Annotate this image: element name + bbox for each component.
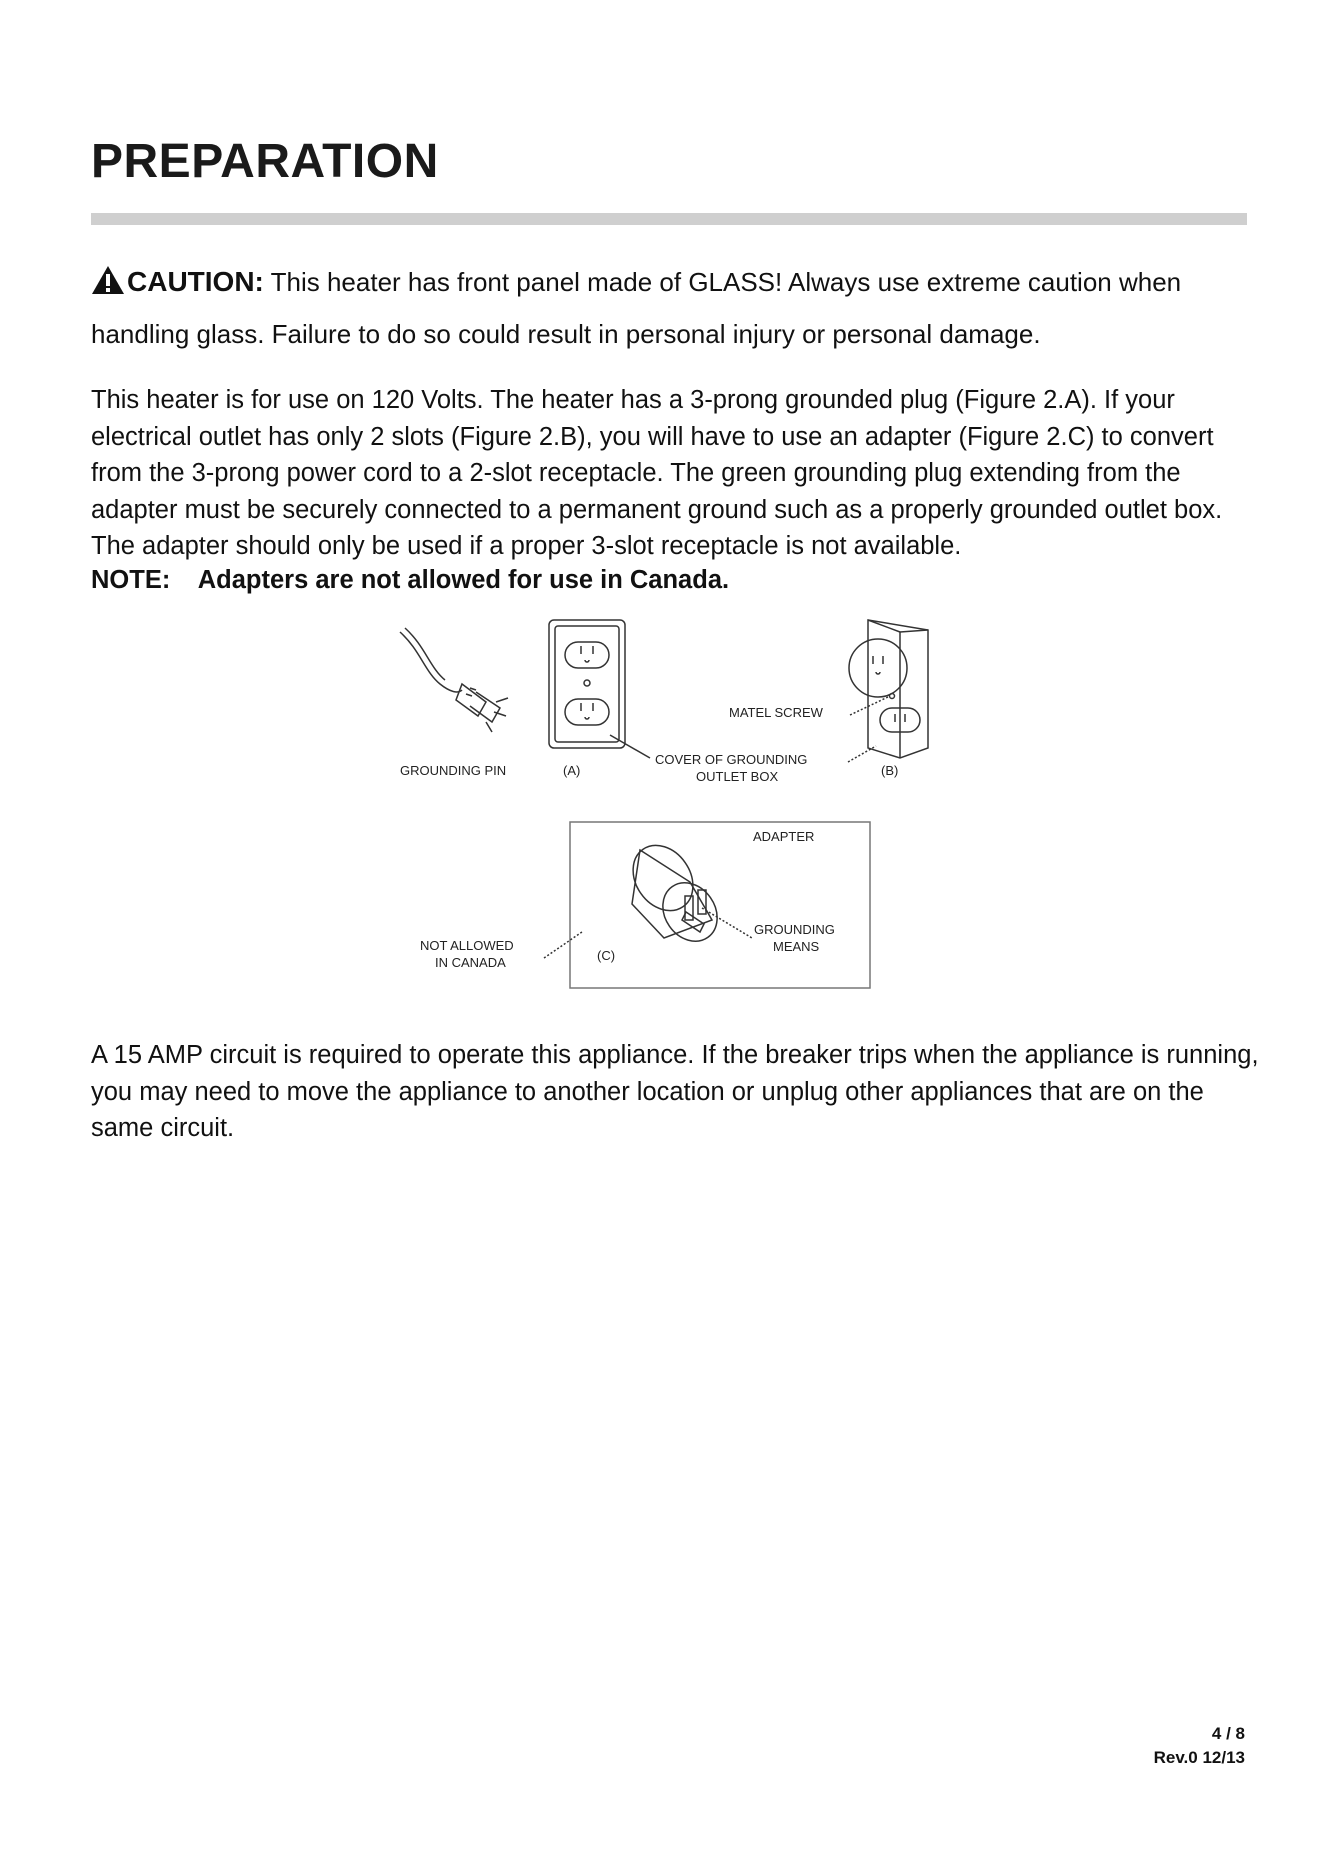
figure-b-label: (B) — [881, 763, 899, 778]
not-allowed-line2: IN CANADA — [435, 955, 506, 970]
caution-text: This heater has front panel made of GLASS! Always use extreme caution when handling glass. Failure to do so could result in personal injury or personal damage. — [91, 267, 1182, 349]
caution-label: CAUTION: — [127, 266, 264, 297]
revision-info: Rev.0 12/13 — [1153, 1748, 1245, 1767]
grounding-pin-label: GROUNDING PIN — [400, 763, 507, 778]
cover-label-line2: OUTLET BOX — [696, 769, 779, 784]
circuit-paragraph: A 15 AMP circuit is required to operate this appliance. If the breaker trips when the appliance is running, you may need to move the appliance to another location or unplug other appliances that are on the same circuit. — [91, 1041, 1259, 1142]
grounded-plug-drawing — [400, 628, 508, 732]
cover-label-line1: COVER OF GROUNDING — [655, 752, 808, 767]
not-allowed-line1: NOT ALLOWED — [420, 938, 514, 953]
page-footer — [1154, 1722, 1245, 1770]
page-number: 4 / 8 — [1211, 1724, 1245, 1743]
three-slot-outlet-drawing — [549, 620, 650, 758]
voltage-paragraph: This heater is for use on 120 Volts. The heater has a 3-prong grounded plug (Figure 2.A). If your electrical outlet has only 2 slots (Figure 2.B), you will have to use an adapter (Figure 2.C) to convert from the 3-prong power cord to a 2-slot receptacle. The green grounding plug extending from the adapter must be securely connected to a permanent ground such as a properly grounded outlet box. The adapter should only be used if a proper 3-slot receptacle is not available. — [91, 386, 1223, 560]
adapter-drawing — [544, 822, 870, 988]
matel-screw-label: MATEL SCREW — [729, 705, 823, 720]
grounding-means-line1: GROUNDING — [754, 922, 835, 937]
two-slot-outlet-drawing — [848, 620, 928, 762]
figure-a-label: (A) — [563, 763, 581, 778]
canada-note: NOTE: Adapters are not allowed for use in Canada. — [91, 566, 730, 594]
figure-c-label: (C) — [597, 948, 616, 963]
adapter-label: ADAPTER — [753, 829, 815, 844]
grounding-means-line2: MEANS — [773, 939, 820, 954]
page-title: PREPARATION — [91, 135, 439, 188]
